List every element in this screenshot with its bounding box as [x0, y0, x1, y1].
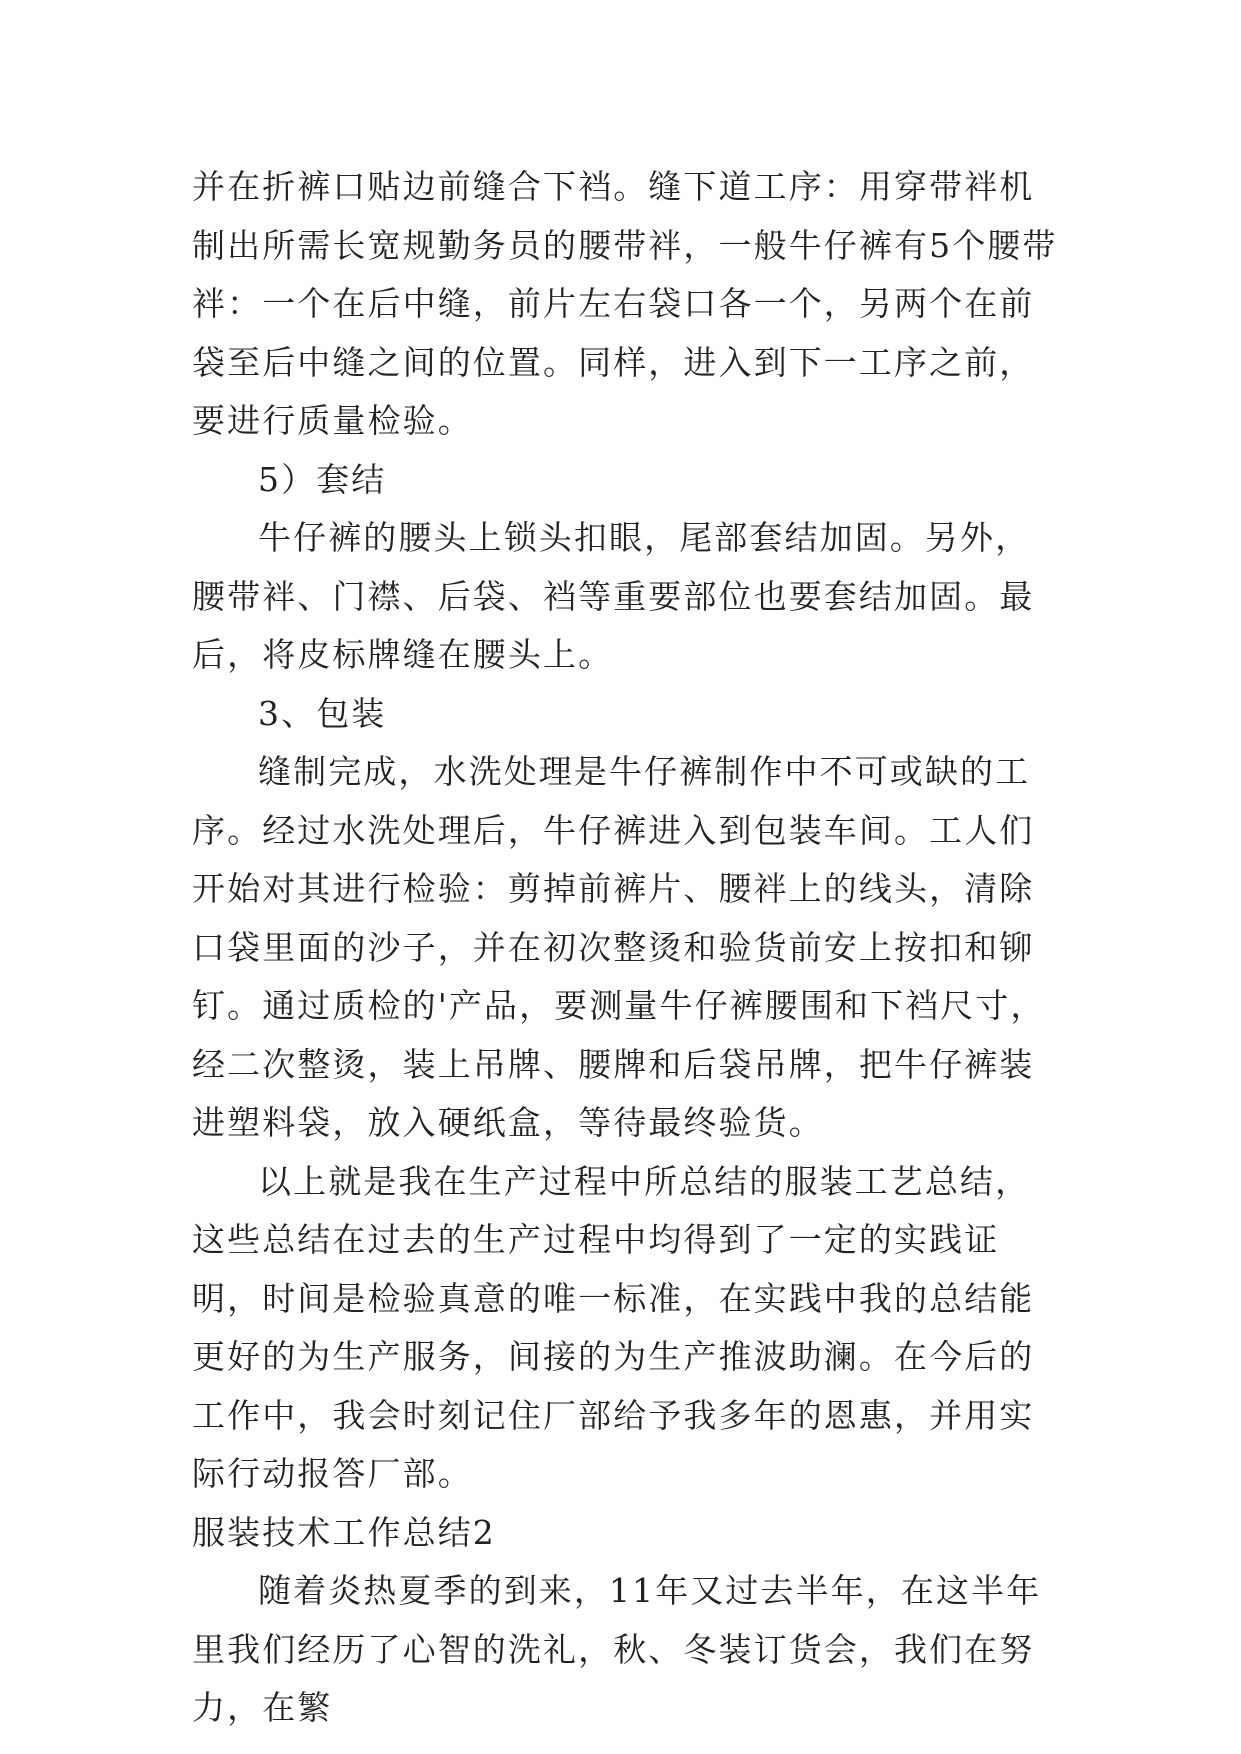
section-title-2: 服装技术工作总结2	[192, 1512, 496, 1552]
paragraph-3: 缝制完成，水洗处理是牛仔裤制作中不可或缺的工序。经过水洗处理后，牛仔裤进入到包装车间。工人们开始对其进行检验：剪掉前裤片、腰袢上的线头，清除口袋里面的沙子，并在初次整烫和验货前安上按扣和铆钉。通过质检的'产品，要测量牛仔裤腰围和下裆尺寸，经二次整烫，装上吊牌、腰牌和后袋吊牌，把牛仔裤装进塑料袋，放入硬纸盒，等待最终验货。	[192, 752, 1046, 1142]
subheading-knot: 5）套结	[258, 459, 387, 499]
paragraph-2: 牛仔裤的腰头上锁头扣眼，尾部套结加固。另外，腰带袢、门襟、后袋、裆等重要部位也要套结加固。最后，将皮标牌缝在腰头上。	[192, 518, 1035, 674]
subheading-packaging: 3、包装	[258, 693, 387, 733]
paragraph-5: 随着炎热夏季的到来，11年又过去半年，在这半年里我们经历了心智的洗礼，秋、冬装订货会，我们在努力，在繁	[192, 1571, 1042, 1727]
document-body	[192, 158, 1062, 1738]
paragraph-4: 以上就是我在生产过程中所总结的服装工艺总结，这些总结在过去的生产过程中均得到了一定的实践证明，时间是检验真意的唯一标准，在实践中我的总结能更好的为生产服务，间接的为生产推波助澜。在今后的工作中，我会时刻记住厂部给予我多年的恩惠，并用实际行动报答厂部。	[192, 1161, 1035, 1493]
paragraph-1: 并在折裤口贴边前缝合下裆。缝下道工序：用穿带袢机制出所需长宽规勤务员的腰带袢，一般牛仔裤有5个腰带袢：一个在后中缝，前片左右袋口各一个，另两个在前袋至后中缝之间的位置。同样，进入到下一工序之前，要进行质量检验。	[192, 167, 1058, 440]
